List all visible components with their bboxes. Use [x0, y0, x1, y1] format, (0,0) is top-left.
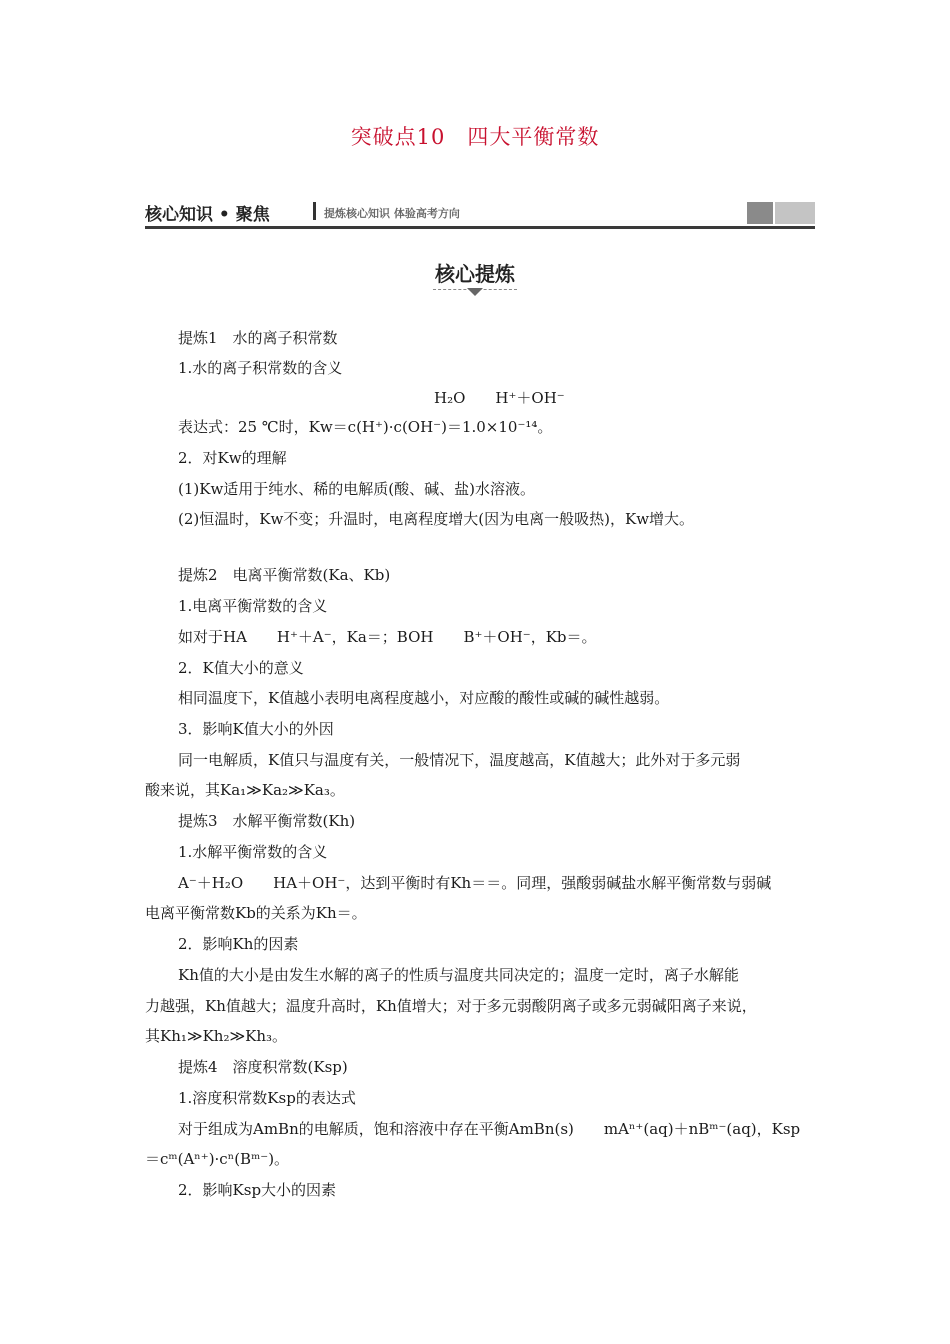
paragraph-line: 电离平衡常数Kb的关系为Kh＝。 — [145, 904, 367, 922]
banner-light-block — [775, 202, 815, 224]
paragraph-line: 2．影响Kh的因素 — [178, 935, 299, 953]
paragraph-line: 3．影响K值大小的外因 — [178, 720, 334, 738]
paragraph-line: 1.水的离子积常数的含义 — [178, 359, 343, 377]
paragraph-line: Kh值的大小是由发生水解的离子的性质与温度共同决定的；温度一定时，离子水解能 — [178, 966, 739, 984]
paragraph-line: ＝cᵐ(Aⁿ⁺)·cⁿ(Bᵐ⁻)。 — [145, 1150, 290, 1168]
paragraph-line: 如对于HA H⁺＋A⁻，Ka＝；BOH B⁺＋OH⁻，Kb＝。 — [178, 628, 597, 646]
heading-arrow-icon — [467, 288, 483, 296]
paragraph-line: A⁻＋H₂O HA＋OH⁻，达到平衡时有Kh＝＝。同理，强酸弱碱盐水解平衡常数与弱碱 — [178, 874, 772, 892]
banner-sub-label: 提炼核心知识 体验高考方向 — [324, 207, 460, 220]
paragraph-line: 其Kh₁≫Kh₂≫Kh₃。 — [145, 1027, 288, 1045]
section-heading: 核心提炼 — [0, 258, 950, 287]
banner-dark-block — [747, 202, 773, 224]
paragraph-line: 相同温度下，K值越小表明电离程度越小，对应酸的酸性或碱的碱性越弱。 — [178, 689, 670, 707]
subsection-title: 提炼4 溶度积常数(Ksp) — [178, 1058, 348, 1076]
subsection-title: 提炼1 水的离子积常数 — [178, 329, 338, 347]
paragraph-line: 1.水解平衡常数的含义 — [178, 843, 328, 861]
banner-divider — [313, 202, 316, 220]
paragraph-line: 1.电离平衡常数的含义 — [178, 597, 328, 615]
paragraph-line: 酸来说，其Ka₁≫Ka₂≫Ka₃。 — [145, 781, 345, 799]
paragraph-line: 表达式：25 ℃时，Kw＝c(H⁺)·c(OH⁻)＝1.0×10⁻¹⁴。 — [178, 418, 553, 436]
paragraph-line: 1.溶度积常数Ksp的表达式 — [178, 1089, 356, 1107]
paragraph-line: 同一电解质，K值只与温度有关，一般情况下，温度越高，K值越大；此外对于多元弱 — [178, 751, 741, 769]
subsection-title: 提炼3 水解平衡常数(Kh) — [178, 812, 356, 830]
page-title: 突破点10 四大平衡常数 — [350, 125, 600, 149]
paragraph-line: 2．影响Ksp大小的因素 — [178, 1181, 337, 1199]
subsection-title: 提炼2 电离平衡常数(Ka、Kb) — [178, 566, 391, 584]
paragraph-line: (2)恒温时，Kw不变；升温时，电离程度增大(因为电离一般吸热)，Kw增大。 — [178, 510, 695, 528]
paragraph-line: 2．K值大小的意义 — [178, 659, 304, 677]
paragraph-line: 对于组成为AmBn的电解质，饱和溶液中存在平衡AmBn(s) mAⁿ⁺(aq)＋nBᵐ⁻(aq)，Ksp — [178, 1120, 801, 1138]
banner-main-label: 核心知识 • 聚焦 — [145, 205, 270, 225]
section-banner — [145, 200, 815, 229]
paragraph-line: 力越强，Kh值越大；温度升高时，Kh值增大；对于多元弱酸阴离子或多元弱碱阳离子来说， — [145, 997, 757, 1015]
paragraph-line: (1)Kw适用于纯水、稀的电解质(酸、碱、盐)水溶液。 — [178, 480, 535, 498]
equation-line: H₂O H⁺＋OH⁻ — [434, 389, 565, 407]
paragraph-line: 2．对Kw的理解 — [178, 449, 287, 467]
